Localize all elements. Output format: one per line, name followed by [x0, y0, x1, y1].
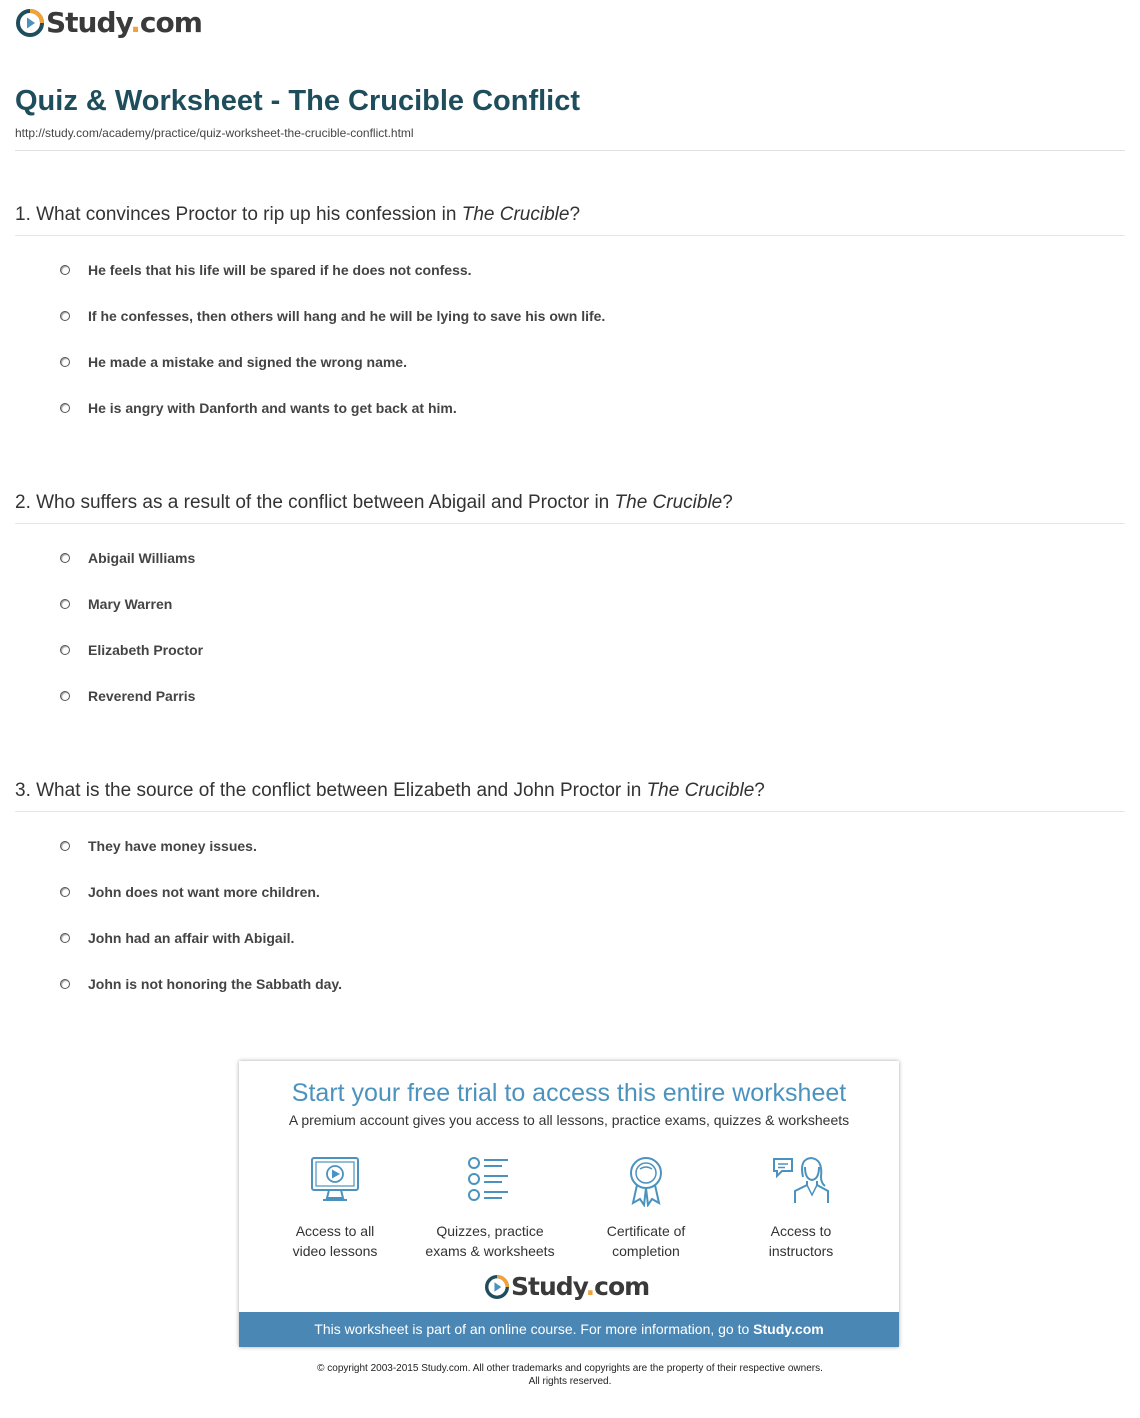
page-title: Quiz & Worksheet - The Crucible Conflict: [15, 85, 581, 117]
answer-option[interactable]: Reverend Parris: [60, 688, 195, 704]
studycom-logo[interactable]: [16, 8, 202, 38]
answer-option[interactable]: Mary Warren: [60, 596, 172, 612]
answer-option[interactable]: They have money issues.: [60, 838, 257, 854]
radio-button[interactable]: [60, 403, 70, 413]
radio-button[interactable]: [60, 357, 70, 367]
feature-label: Access to all video lessons: [292, 1223, 378, 1259]
question-1: [15, 203, 1125, 416]
video-monitor-icon: [309, 1155, 361, 1203]
answer-option[interactable]: He is angry with Danforth and wants to get back at him.: [60, 400, 457, 416]
checklist-icon: [464, 1155, 516, 1203]
studycom-link[interactable]: Study.com: [753, 1321, 824, 1337]
feature-label: Certificate of completion: [606, 1223, 686, 1259]
answer-option[interactable]: He made a mistake and signed the wrong name.: [60, 354, 407, 370]
radio-button[interactable]: [60, 311, 70, 321]
answer-option[interactable]: John does not want more children.: [60, 884, 320, 900]
award-ribbon-icon: [620, 1155, 672, 1207]
title-divider: [15, 150, 1125, 151]
feature-video-lessons: [260, 1155, 410, 1261]
promo-studycom-logo[interactable]: [485, 1272, 649, 1302]
play-circle-icon: [485, 1275, 509, 1299]
radio-button[interactable]: [60, 645, 70, 655]
course-info-bar: This worksheet is part of an online course. For more information, go to Study.com: [239, 1312, 899, 1347]
answer-option[interactable]: If he confesses, then others will hang and he will be lying to save his own life.: [60, 308, 605, 324]
answer-option[interactable]: Abigail Williams: [60, 550, 195, 566]
question-divider: [15, 235, 1125, 236]
free-trial-promo: [239, 1061, 899, 1347]
page-url: http://study.com/academy/practice/quiz-worksheet-the-crucible-conflict.html: [15, 126, 414, 140]
radio-button[interactable]: [60, 553, 70, 563]
question-divider: [15, 523, 1125, 524]
answer-option[interactable]: Elizabeth Proctor: [60, 642, 203, 658]
question-divider: [15, 811, 1125, 812]
radio-button[interactable]: [60, 265, 70, 275]
promo-headline[interactable]: Start your free trial to access this entire worksheet: [291, 1079, 847, 1107]
logo-wordmark: Study.com: [511, 1272, 650, 1301]
radio-button[interactable]: [60, 691, 70, 701]
answer-option[interactable]: John is not honoring the Sabbath day.: [60, 976, 342, 992]
copyright-footer: © copyright 2003-2015 Study.com. All other trademarks and copyrights are the property of their respective owners. All rights reserved.: [317, 1363, 823, 1387]
feature-label: Quizzes, practice exams & worksheets: [425, 1223, 555, 1259]
radio-button[interactable]: [60, 841, 70, 851]
radio-button[interactable]: [60, 979, 70, 989]
question-2: [15, 491, 1125, 704]
instructor-chat-icon: [771, 1155, 831, 1205]
feature-quizzes: [415, 1155, 565, 1261]
feature-label: Access to instructors: [768, 1223, 834, 1259]
question-text: 1. What convinces Proctor to rip up his confession in The Crucible?: [15, 204, 581, 225]
answer-option[interactable]: John had an affair with Abigail.: [60, 930, 294, 946]
question-text: 2. Who suffers as a result of the conflict between Abigail and Proctor in The Crucible?: [15, 492, 733, 513]
radio-button[interactable]: [60, 933, 70, 943]
feature-certificate: [571, 1155, 721, 1261]
logo-wordmark: Study.com: [46, 6, 202, 39]
radio-button[interactable]: [60, 599, 70, 609]
question-3: [15, 779, 1125, 992]
feature-instructors: [726, 1155, 876, 1261]
question-text: 3. What is the source of the conflict between Elizabeth and John Proctor in The Crucible?: [15, 780, 765, 801]
answer-option[interactable]: He feels that his life will be spared if he does not confess.: [60, 262, 472, 278]
promo-subhead: A premium account gives you access to all lessons, practice exams, quizzes & worksheets: [288, 1112, 850, 1128]
play-circle-icon: [16, 9, 44, 37]
radio-button[interactable]: [60, 887, 70, 897]
